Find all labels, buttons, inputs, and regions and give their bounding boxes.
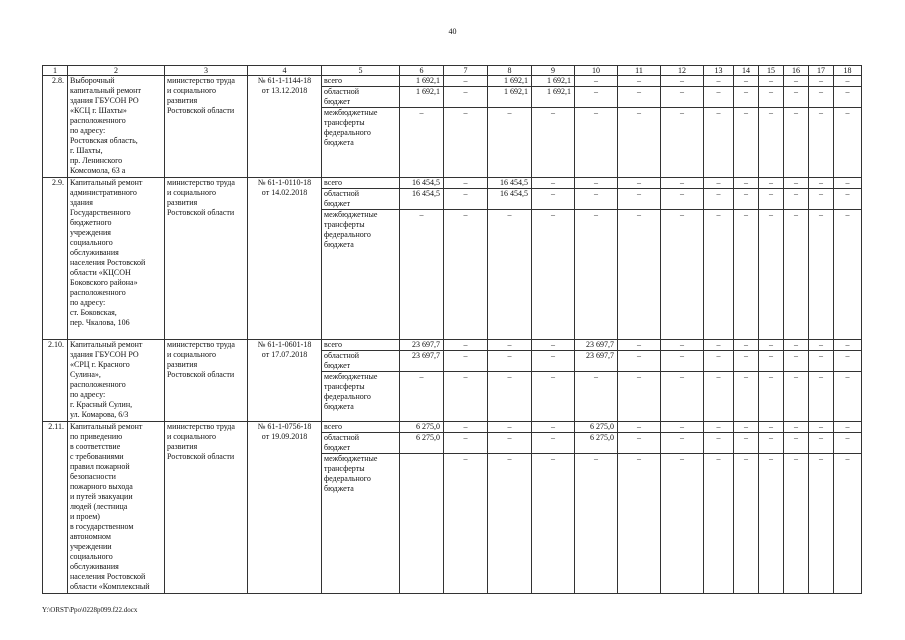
column-number-5: 5	[322, 66, 400, 76]
amount-cell: 16 454,5	[488, 178, 532, 189]
item-number: 2.8.	[43, 76, 68, 178]
amount-cell: –	[704, 454, 734, 594]
amount-cell: –	[704, 189, 734, 210]
amount-cell: –	[734, 351, 759, 372]
amount-cell: –	[759, 178, 784, 189]
amount-cell: –	[444, 433, 488, 454]
amount-cell: –	[532, 108, 575, 178]
amount-cell: –	[834, 108, 862, 178]
amount-cell: –	[488, 433, 532, 454]
amount-cell: –	[704, 210, 734, 340]
table-row	[43, 178, 862, 189]
amount-cell: –	[784, 433, 809, 454]
amount-cell: –	[784, 422, 809, 433]
amount-cell: –	[704, 351, 734, 372]
amount-cell: –	[784, 351, 809, 372]
amount-cell: –	[734, 189, 759, 210]
column-number-1: 1	[43, 66, 68, 76]
amount-cell: –	[759, 433, 784, 454]
amount-cell: –	[488, 210, 532, 340]
amount-cell: –	[834, 189, 862, 210]
amount-cell: –	[575, 87, 618, 108]
footer-file-path: Y:\ORST\Ppo\0228p099.f22.docx	[42, 606, 138, 614]
amount-cell: –	[834, 178, 862, 189]
amount-cell: –	[575, 210, 618, 340]
amount-cell: –	[734, 108, 759, 178]
amount-cell: –	[784, 178, 809, 189]
amount-cell: –	[734, 178, 759, 189]
amount-cell: –	[759, 87, 784, 108]
amount-cell: –	[661, 76, 704, 87]
amount-cell: –	[618, 433, 661, 454]
amount-cell: –	[704, 422, 734, 433]
column-number-13: 13	[704, 66, 734, 76]
funding-source: межбюджетные трансферты федерального бюджета	[322, 372, 400, 422]
amount-cell: –	[809, 76, 834, 87]
amount-cell: –	[661, 422, 704, 433]
column-number-16: 16	[784, 66, 809, 76]
item-number: 2.10.	[43, 340, 68, 422]
amount-cell: –	[618, 422, 661, 433]
column-number-2: 2	[68, 66, 165, 76]
amount-cell: –	[661, 351, 704, 372]
amount-cell: –	[444, 351, 488, 372]
table-row	[43, 340, 862, 351]
amount-cell: –	[575, 178, 618, 189]
column-number-17: 17	[809, 66, 834, 76]
amount-cell: –	[444, 454, 488, 594]
item-name: Капитальный ремонт здания ГБУСОН РО «СРЦ г. Красного Сулина», расположенного по адресу: г. Красный Сулин, ул. Комарова, 6/3	[68, 340, 165, 422]
amount-cell: –	[661, 189, 704, 210]
amount-cell: –	[661, 340, 704, 351]
amount-cell: –	[618, 87, 661, 108]
amount-cell: –	[759, 189, 784, 210]
amount-cell: –	[444, 108, 488, 178]
amount-cell: –	[618, 340, 661, 351]
funding-source: межбюджетные трансферты федерального бюджета	[322, 210, 400, 340]
amount-cell: –	[784, 454, 809, 594]
amount-cell: –	[532, 372, 575, 422]
amount-cell: –	[834, 340, 862, 351]
amount-cell: –	[444, 189, 488, 210]
amount-cell: –	[809, 422, 834, 433]
column-number-8: 8	[488, 66, 532, 76]
amount-cell: 1 692,1	[532, 76, 575, 87]
amount-cell: –	[618, 454, 661, 594]
amount-cell: 1 692,1	[488, 76, 532, 87]
amount-cell: –	[809, 351, 834, 372]
amount-cell: –	[444, 340, 488, 351]
amount-cell: –	[834, 87, 862, 108]
responsible-ministry: министерство труда и социального развития Ростовской области	[165, 422, 248, 594]
amount-cell: –	[532, 454, 575, 594]
funding-source: всего	[322, 340, 400, 351]
amount-cell: –	[759, 340, 784, 351]
responsible-ministry: министерство труда и социального развития Ростовской области	[165, 76, 248, 178]
amount-cell: –	[488, 372, 532, 422]
responsible-ministry: министерство труда и социального развития Ростовской области	[165, 340, 248, 422]
expertise-document: № 61-1-0110-18 от 14.02.2018	[248, 178, 322, 340]
page-number: 40	[448, 27, 457, 36]
amount-cell: –	[759, 351, 784, 372]
amount-cell: –	[759, 108, 784, 178]
amount-cell: –	[488, 454, 532, 594]
amount-cell: –	[809, 340, 834, 351]
table-row	[43, 76, 862, 87]
amount-cell: –	[618, 76, 661, 87]
item-number: 2.9.	[43, 178, 68, 340]
amount-cell: –	[734, 433, 759, 454]
amount-cell: –	[618, 210, 661, 340]
amount-cell: –	[759, 76, 784, 87]
amount-cell: –	[488, 340, 532, 351]
column-number-4: 4	[248, 66, 322, 76]
amount-cell: –	[400, 210, 444, 340]
amount-cell: –	[809, 433, 834, 454]
amount-cell: –	[809, 108, 834, 178]
amount-cell: –	[532, 433, 575, 454]
amount-cell: –	[834, 372, 862, 422]
column-number-9: 9	[532, 66, 575, 76]
amount-cell: –	[734, 76, 759, 87]
amount-cell: –	[661, 372, 704, 422]
amount-cell: 1 692,1	[488, 87, 532, 108]
amount-cell: –	[661, 454, 704, 594]
amount-cell: 23 697,7	[575, 351, 618, 372]
amount-cell: –	[734, 340, 759, 351]
amount-cell: –	[661, 433, 704, 454]
funding-source: областной бюджет	[322, 351, 400, 372]
amount-cell: –	[834, 454, 862, 594]
amount-cell: 16 454,5	[488, 189, 532, 210]
amount-cell: –	[444, 87, 488, 108]
amount-cell: –	[400, 372, 444, 422]
program-table	[42, 65, 862, 594]
amount-cell: –	[809, 454, 834, 594]
amount-cell: –	[532, 178, 575, 189]
amount-cell: –	[532, 189, 575, 210]
amount-cell: 6 275,0	[400, 433, 444, 454]
amount-cell: –	[532, 210, 575, 340]
amount-cell: –	[444, 178, 488, 189]
amount-cell: –	[444, 210, 488, 340]
amount-cell	[400, 454, 444, 594]
amount-cell: –	[532, 351, 575, 372]
amount-cell: –	[759, 422, 784, 433]
amount-cell: –	[784, 189, 809, 210]
amount-cell: –	[784, 340, 809, 351]
item-name: Выборочный капитальный ремонт здания ГБУСОН РО «КСЦ г. Шахты» расположенного по адресу: Ростовская область, г. Шахты, пр. Ленинского Комсомола, 63 а	[68, 76, 165, 178]
amount-cell: –	[444, 422, 488, 433]
amount-cell: –	[759, 454, 784, 594]
amount-cell: 23 697,7	[400, 340, 444, 351]
amount-cell: –	[532, 340, 575, 351]
amount-cell: –	[444, 372, 488, 422]
amount-cell: –	[834, 433, 862, 454]
amount-cell: –	[618, 108, 661, 178]
amount-cell: –	[784, 87, 809, 108]
amount-cell: –	[759, 210, 784, 340]
amount-cell: –	[704, 87, 734, 108]
amount-cell: –	[809, 189, 834, 210]
amount-cell: –	[575, 454, 618, 594]
amount-cell: –	[618, 189, 661, 210]
item-number: 2.11.	[43, 422, 68, 594]
amount-cell: 1 692,1	[400, 87, 444, 108]
amount-cell: –	[734, 422, 759, 433]
amount-cell: –	[784, 108, 809, 178]
amount-cell: –	[661, 210, 704, 340]
amount-cell: –	[575, 189, 618, 210]
expertise-document: № 61-1-0601-18 от 17.07.2018	[248, 340, 322, 422]
funding-source: областной бюджет	[322, 87, 400, 108]
amount-cell: –	[575, 108, 618, 178]
column-number-15: 15	[759, 66, 784, 76]
amount-cell: –	[661, 108, 704, 178]
amount-cell: 1 692,1	[532, 87, 575, 108]
column-number-6: 6	[400, 66, 444, 76]
expertise-document: № 61-1-0756-18 от 19.09.2018	[248, 422, 322, 594]
amount-cell: –	[400, 108, 444, 178]
column-number-14: 14	[734, 66, 759, 76]
funding-source: всего	[322, 76, 400, 87]
column-number-3: 3	[165, 66, 248, 76]
amount-cell: –	[661, 178, 704, 189]
column-number-10: 10	[575, 66, 618, 76]
expertise-document: № 61-1-1144-18 от 13.12.2018	[248, 76, 322, 178]
amount-cell: –	[834, 210, 862, 340]
amount-cell: –	[734, 372, 759, 422]
amount-cell: 6 275,0	[575, 422, 618, 433]
amount-cell: –	[618, 178, 661, 189]
amount-cell: 6 275,0	[575, 433, 618, 454]
amount-cell: –	[734, 454, 759, 594]
funding-source: межбюджетные трансферты федерального бюджета	[322, 454, 400, 594]
amount-cell: 23 697,7	[575, 340, 618, 351]
column-number-11: 11	[618, 66, 661, 76]
funding-source: областной бюджет	[322, 189, 400, 210]
amount-cell: –	[809, 87, 834, 108]
item-name: Капитальный ремонт по приведению в соответствие с требованиями правил пожарной безопасности пожарного выхода и путей эвакуации людей (лестница и проем) в государственном автономном учреждении социального обслуживания населения Ростовской области «Комплексный	[68, 422, 165, 594]
amount-cell: 16 454,5	[400, 178, 444, 189]
amount-cell: –	[809, 372, 834, 422]
funding-source: межбюджетные трансферты федерального бюджета	[322, 108, 400, 178]
amount-cell: 6 275,0	[400, 422, 444, 433]
amount-cell: –	[834, 351, 862, 372]
item-name: Капитальный ремонт административного здания Государственного бюджетного учреждения социального обслуживания населения Ростовской области «КЦСОН Боковского района» расположенного по адресу: ст. Боковская, пер. Чкалова, 106	[68, 178, 165, 340]
amount-cell: –	[661, 87, 704, 108]
table-row	[43, 422, 862, 433]
amount-cell: –	[488, 108, 532, 178]
amount-cell: –	[834, 76, 862, 87]
column-number-12: 12	[661, 66, 704, 76]
amount-cell: –	[704, 108, 734, 178]
funding-source: всего	[322, 422, 400, 433]
amount-cell: –	[575, 76, 618, 87]
funding-source: областной бюджет	[322, 433, 400, 454]
amount-cell: –	[488, 351, 532, 372]
amount-cell: –	[784, 372, 809, 422]
amount-cell: –	[734, 87, 759, 108]
amount-cell: –	[704, 372, 734, 422]
amount-cell: –	[618, 351, 661, 372]
amount-cell: –	[532, 422, 575, 433]
amount-cell: –	[734, 210, 759, 340]
amount-cell: –	[809, 178, 834, 189]
amount-cell: –	[575, 372, 618, 422]
amount-cell: –	[704, 433, 734, 454]
column-number-18: 18	[834, 66, 862, 76]
header-row	[43, 66, 862, 76]
amount-cell: –	[444, 76, 488, 87]
amount-cell: –	[704, 340, 734, 351]
amount-cell: –	[809, 210, 834, 340]
amount-cell: –	[618, 372, 661, 422]
amount-cell: –	[784, 210, 809, 340]
responsible-ministry: министерство труда и социального развития Ростовской области	[165, 178, 248, 340]
amount-cell: –	[704, 178, 734, 189]
amount-cell: –	[704, 76, 734, 87]
amount-cell: 16 454,5	[400, 189, 444, 210]
amount-cell: –	[834, 422, 862, 433]
amount-cell: 23 697,7	[400, 351, 444, 372]
funding-source: всего	[322, 178, 400, 189]
amount-cell: 1 692,1	[400, 76, 444, 87]
amount-cell: –	[488, 422, 532, 433]
column-number-7: 7	[444, 66, 488, 76]
amount-cell: –	[759, 372, 784, 422]
amount-cell: –	[784, 76, 809, 87]
